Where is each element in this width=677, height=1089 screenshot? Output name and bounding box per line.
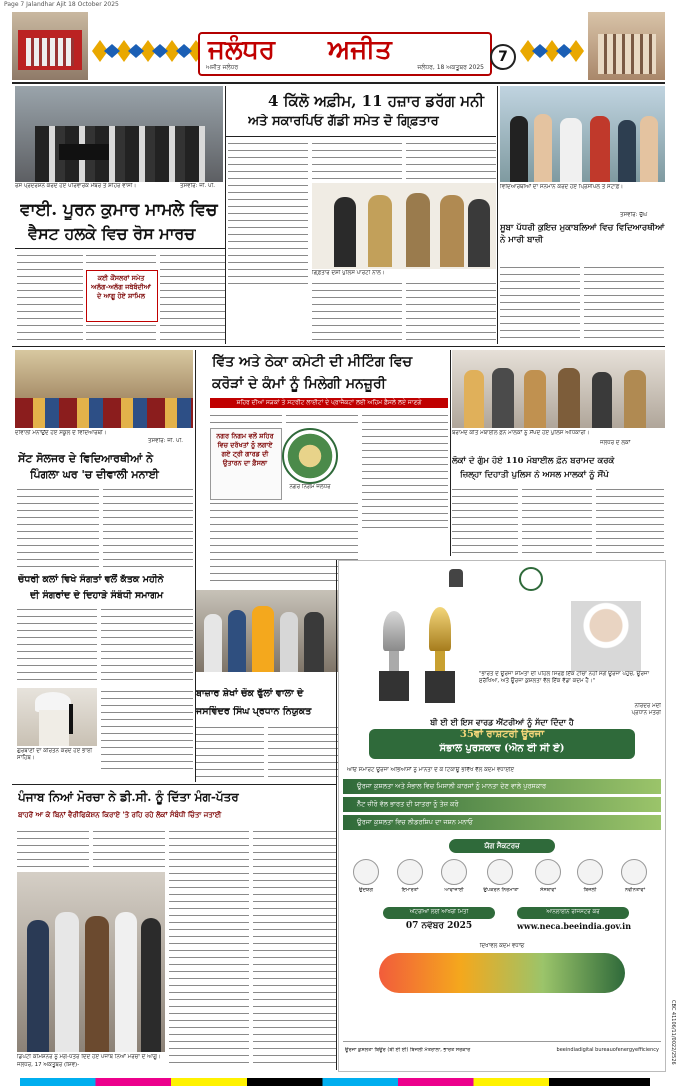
advert-footer-rule bbox=[343, 1041, 661, 1042]
puran-headline-1: ਵਾਈ. ਪੂਰਨ ਕੁਮਾਰ ਮਾਮਲੇ ਵਿਚ bbox=[20, 200, 218, 220]
chaudhri-headline-2: ਦੀ ਸੰਗਰਾਂਦ ਦੇ ਦਿਹਾੜੇ ਸੰਬੰਧੀ ਸਮਾਗਮ bbox=[30, 590, 164, 601]
cbc-code: CBC 41106/11/0022/2526 bbox=[670, 1000, 676, 1065]
crores-headline-1: ਵਿੱਤ ਅਤੇ ਠੇਕਾ ਕਮੇਟੀ ਦੀ ਮੀਟਿੰਗ ਵਿਚ bbox=[212, 354, 413, 370]
sector-appliance-icon bbox=[487, 859, 513, 885]
puran-headline-rule bbox=[15, 248, 225, 249]
trophy-left bbox=[379, 611, 409, 701]
masthead-date: ਜਲੰਧਰ, 18 ਅਕਤੂਬਰ 2025 bbox=[417, 64, 484, 71]
chaudhri-body-col-2 bbox=[101, 606, 193, 686]
col-rule-5 bbox=[336, 560, 337, 1070]
morcha-body-col-1 bbox=[17, 828, 89, 870]
mobile-body-col-1 bbox=[452, 486, 518, 554]
afeem-body-col-2b bbox=[312, 280, 402, 344]
sector-label-transport: ਆਵਾਜਾਈ bbox=[444, 887, 464, 893]
crores-body-col-1 bbox=[210, 412, 282, 424]
col-rule-2 bbox=[497, 86, 498, 344]
sector-institutions-icon bbox=[535, 859, 561, 885]
masthead-building-right bbox=[588, 12, 665, 80]
chaudhri-headline-1: ਚੌਧਰੀ ਕਲਾਂ ਵਿਖੇ ਸੰਗਤਾਂ ਵਲੋਂ ਕੱਤਕ ਮਹੀਨੇ bbox=[18, 574, 164, 585]
sector-label-appliance: ਉਪਕਰਨ ਨਿਰਮਾਤਾ bbox=[483, 887, 519, 893]
students-award-photo bbox=[500, 86, 665, 182]
trophy-right bbox=[425, 607, 455, 703]
puran-body-col-2 bbox=[86, 252, 156, 268]
steps-title: ਦਿਖਾਵਲ ਕਦਮ ਵਧਾਓ bbox=[479, 943, 525, 949]
sector-label-innovation: ਨਵੀਨਤਾਵਾਂ bbox=[624, 887, 646, 893]
print-slug: Page 7 Jalandhar Ajit 18 October 2025 bbox=[4, 1, 119, 8]
bazaar-body-col-1 bbox=[196, 724, 264, 780]
sector-label-power: ਬਿਜਲੀ bbox=[583, 887, 597, 893]
pm-portrait bbox=[571, 601, 641, 671]
sector-label-industry: ਉਦਯੋਗ bbox=[358, 887, 374, 893]
mobile-headline-1: ਲੋਕਾਂ ਦੇ ਗੁੰਮ ਹੋਏ 110 ਮੋਬਾਈਲ ਫ਼ੋਨ ਬਰਾਮਦ ਕਰਕੇ bbox=[452, 456, 615, 466]
crores-strap: ਸ਼ਹਿਰ ਦੀਆਂ ਸੜਕਾਂ ਤੇ ਸਟਰੀਟ ਲਾਈਟਾਂ ਦੇ ਪ੍ਰਾਜੈਕਟਾਂ ਲਈ ਅਹਿਮ ਫ਼ੈਸਲੇ ਲਏ ਜਾਣਗੇ bbox=[210, 398, 448, 408]
bazaar-headline-1: ਬਾਜ਼ਾਰ ਸ਼ੇਖਾਂ ਚੌਕ ਫੁੱਲਾਂ ਵਾਲਾ ਦੇ bbox=[196, 688, 304, 699]
puran-body-col-2b bbox=[86, 322, 156, 344]
sector-transport-icon bbox=[441, 859, 467, 885]
masthead-title-jalandhar: ਜਲੰਧਰ bbox=[208, 35, 276, 65]
students-body-col-2 bbox=[584, 264, 664, 344]
students-photo-credit: ਤਸਵੀਰ: ਚੁੱਘ bbox=[620, 212, 648, 218]
students-photo-caption: ਵਿਦਿਆਰਥੀਆਂ ਦਾ ਸਨਮਾਨ ਕਰਦੇ ਹੋਏ ਪ੍ਰਿੰਸੀਪਲ ਤੇ ਸਟਾਫ਼। bbox=[500, 184, 624, 190]
advert-intro: ਆਓ ਸਮਾਰਟ ਊਰਜਾ ਅਭਿਆਸਾਂ ਨੂੰ ਮਾਨਤਾ ਦੇ ਕੇ ਟਿਕਾਊ ਭਵਿੱਖ ਵੱਲ ਕਦਮ ਵਧਾਈਏ bbox=[347, 767, 515, 773]
afeem-body-col-3 bbox=[406, 140, 496, 180]
students-body-col-1 bbox=[500, 264, 580, 344]
sector-buildings-icon bbox=[397, 859, 423, 885]
morcha-body-col-3 bbox=[169, 828, 249, 1068]
afeem-body-col-1 bbox=[228, 140, 308, 288]
morcha-body-col-4 bbox=[253, 828, 337, 1068]
nagar-nigam-logo bbox=[282, 428, 338, 484]
masthead-building-left bbox=[12, 12, 88, 80]
morcha-top-rule bbox=[12, 784, 336, 785]
chaudhri-body-col-1b bbox=[101, 688, 193, 770]
afeem-headline-rule bbox=[226, 136, 496, 137]
mobile-photo-caption: ਬਰਾਮਦ ਕੀਤੇ ਮੋਬਾਈਲ ਫ਼ੋਨ ਮਾਲਕਾਂ ਨੂੰ ਸੌਂਪਦੇ ਹੋਏ ਪੁਲਿਸ ਅਧਿਕਾਰੀ। bbox=[452, 430, 590, 436]
afeem-photo-caption: ਗਿ੍ਫ਼ਤਾਰ ਦੋਸ਼ੀ ਪੁਲਿਸ ਪਾਰਟੀ ਨਾਲ। bbox=[312, 270, 385, 276]
chaudhri-photo-caption: ਗੁਰਬਾਣੀ ਦਾ ਕੀਰਤਨ ਕਰਦੇ ਹੋਏ ਭਾਈ ਸਾਹਿਬ। bbox=[17, 748, 93, 761]
sector-label-institutions: ਸੰਸਥਾਵਾਂ bbox=[540, 887, 556, 893]
crores-highlight-text: ਨਗਰ ਨਿਗਮ ਵਲੋਂ ਸ਼ਹਿਰ ਵਿਚ ਦਰੱਖਤਾਂ ਨੂੰ ਲਗਾਏ ਗਏ ਟ੍ਰੀ ਗਾਰਡ ਦੀ ਉਤਾਰਨ ਦਾ ਫ਼ੈਸਲਾ bbox=[216, 432, 274, 467]
diwali-photo bbox=[15, 350, 193, 428]
register-label: ਆਨਲਾਈਨ ਰਜਿਸਟਰ ਕਰੋ bbox=[546, 909, 600, 915]
crores-headline-2: ਕਰੋੜਾਂ ਦੇ ਕੰਮਾਂ ਨੂੰ ਮਿਲੇਗੀ ਮਨਜ਼ੂਰੀ bbox=[212, 376, 386, 392]
crores-body-col-3 bbox=[362, 412, 448, 528]
puran-body-col-1 bbox=[17, 252, 83, 344]
morcha-photo-caption: ਡਿਪਟੀ ਕਮਿਸ਼ਨਰ ਨੂੰ ਮੰਗ-ਪੱਤਰ ਦਿੰਦੇ ਹੋਏ ਪੰਜਾਬ ਨਿਆਂ ਮੋਰਚਾ ਦੇ ਆਗੂ। bbox=[17, 1054, 161, 1060]
diwali-photo-credit: ਤਸਵੀਰ: ਜੀ. ਪੀ. bbox=[148, 438, 183, 444]
mobile-photo-credit: ਜਲੰਧਰ ਦੇ ਲੋਕਾਂ bbox=[600, 440, 631, 446]
puran-highlight-text: ਕਈ ਕੌਂਸਲਰਾਂ ਸਮੇਤ ਅਲੱਗ-ਅਲੱਗ ਜਥੇਬੰਦੀਆਂ ਦੇ ਆਗੂ ਹੋਏ ਸ਼ਾਮਿਲ bbox=[91, 274, 151, 300]
morcha-body-col-2 bbox=[93, 828, 165, 870]
masthead-subtitle: ਅਜੀਤ ਜਲੰਧਰ bbox=[206, 64, 239, 71]
afeem-headline-2: ਅਤੇ ਸਕਾਰਪਿਓ ਗੱਡੀ ਸਮੇਤ ਦੋ ਗਿ੍ਫ਼ਤਾਰ bbox=[248, 114, 439, 129]
award-banner-line-2: ਸੰਭਾਲ ਪੁਰਸਕਾਰ (ਐਨ ਈ ਸੀ ਏ) bbox=[439, 743, 565, 754]
advert-bullet-1: ਊਰਜਾ ਕੁਸ਼ਲਤਾ ਅਤੇ ਸੰਭਾਲ ਵਿਚ ਮਿਸਾਲੀ ਕਾਰਜਾਂ ਨੂੰ ਮਾਨਤਾ ਦੇਣ ਵਾਲੇ ਪੁਰਸਕਾਰ bbox=[343, 779, 661, 794]
advert-social: beeindiadigital bureauofenergyefficiency bbox=[556, 1047, 659, 1053]
neca-advertisement bbox=[338, 560, 666, 1072]
invite-line: ਬੀ ਈ ਈ ਇਸ ਵਾਰਡ ਐਂਟਰੀਆਂ ਨੂੰ ਸੱਦਾ ਦਿੰਦਾ ਹੈ bbox=[430, 717, 574, 727]
afeem-headline-1: 4 ਕਿੱਲੋ ਅਫ਼ੀਮ, 11 ਹਜ਼ਾਰ ਡਰੱਗ ਮਨੀ bbox=[268, 92, 485, 110]
protest-photo bbox=[15, 86, 223, 182]
phulkari-pattern-right bbox=[514, 34, 588, 68]
row1-divider bbox=[12, 346, 665, 347]
sector-industry-icon bbox=[353, 859, 379, 885]
mobile-body-col-3 bbox=[596, 486, 664, 554]
protest-photo-caption: ਰੋਸ ਪ੍ਰਦਰਸ਼ਨ ਕਰਦੇ ਹੋਏ ਪਰਿਵਾਰਕ ਮੈਂਬਰ ਤੇ ਸ਼ਹਿਰ ਵਾਸੀ। bbox=[15, 183, 137, 189]
diwali-body-col-1 bbox=[17, 486, 99, 570]
pm-quote-role: ਪ੍ਰਧਾਨ ਮੰਤਰੀ bbox=[631, 710, 661, 716]
protest-photo-credit: ਤਸਵੀਰ: ਜੀ. ਪੀ. bbox=[180, 183, 215, 189]
bee-logo bbox=[519, 567, 543, 591]
bazaar-body-col-2 bbox=[268, 724, 338, 780]
chaudhri-kirtan-photo bbox=[17, 688, 97, 746]
col-rule-3 bbox=[195, 350, 196, 782]
advert-bullet-3: ਊਰਜਾ ਕੁਸ਼ਲਤਾ ਵਿਚ ਲੀਡਰਸ਼ਿਪ ਦਾ ਜਸ਼ਨ ਮਨਾਓ bbox=[343, 815, 661, 830]
puran-headline-2: ਵੈਸਟ ਹਲਕੇ ਵਿਚ ਰੋਸ ਮਾਰਚ bbox=[28, 224, 196, 243]
diwali-headline-1: ਸੇਂਟ ਸੋਲਜਰ ਦੇ ਵਿਦਿਆਰਥੀਆਂ ਨੇ bbox=[18, 452, 153, 465]
afeem-body-col-3b bbox=[406, 280, 496, 344]
bazaar-headline-2: ਜਸਵਿੰਦਰ ਸਿੰਘ ਪ੍ਰਧਾਨ ਨਿਯੁਕਤ bbox=[196, 706, 312, 717]
students-headline: ਸੂਬਾ ਪੱਧਰੀ ਕੁਇਜ਼ ਮੁਕਾਬਲਿਆਂ ਵਿਚ ਵਿਦਿਆਰਥੀਆਂ ਨੇ ਮਾਰੀ ਬਾਜ਼ੀ bbox=[500, 223, 665, 245]
phulkari-pattern-left bbox=[86, 34, 206, 68]
steps-row bbox=[379, 953, 625, 993]
register-website: www.neca.beeindia.gov.in bbox=[516, 921, 632, 931]
afeem-body-col-2 bbox=[312, 140, 402, 180]
mobile-headline-2: ਜ਼ਿਲ੍ਹਾ ਦਿਹਾਤੀ ਪੁਲਿਸ ਨੇ ਅਸਲ ਮਾਲਕਾਂ ਨੂੰ ਸੌਂਪੇ bbox=[460, 470, 609, 480]
sector-power-icon bbox=[577, 859, 603, 885]
bazaar-photo bbox=[196, 590, 338, 672]
col-rule-4 bbox=[450, 350, 451, 556]
mobile-handover-photo bbox=[452, 350, 665, 428]
sector-label-buildings: ਇਮਾਰਤਾਂ bbox=[401, 887, 419, 893]
diwali-body-col-2 bbox=[103, 486, 193, 570]
award-banner-line-1: 35ਵਾਂ ਰਾਸ਼ਟਰੀ ਊਰਜਾ bbox=[459, 729, 545, 740]
masthead-title-ajit: ਅਜੀਤ bbox=[328, 35, 392, 65]
diwali-photo-caption: ਦੀਵਾਲੀ ਮਨਾਉਂਦੇ ਹੋਏ ਸਕੂਲ ਦੇ ਵਿਦਿਆਰਥੀ। bbox=[15, 430, 107, 436]
page-number: 7 bbox=[490, 44, 516, 70]
pm-quote: "ਭਾਰਤ ਦੇ ਊਰਜਾ ਸ਼ਮਿਤਾ ਦੀ ਪਹਿਲ ਸਿਰਫ਼ ਇੱਕ ਟੀਚਾ ਨਹੀਂ ਸਗੋਂ ਊਰਜਾ ਪਹੁੰਚ, ਊਰਜਾ ਸੁਰੱਖਿਆ, ਅਤੇ ਊਰਜਾ ਕੁਸ਼ਲਤਾ ਵੱਲ ਇੱਕ ਵੱਡਾ ਕਦਮ ਹੈ।" bbox=[479, 671, 650, 684]
morcha-dateline: ਜਲੰਧਰ, 17 ਅਕਤੂਬਰ (ਸ਼ਿਵ)- bbox=[17, 1062, 80, 1068]
sector-innovation-icon bbox=[621, 859, 647, 885]
morcha-subhead: ਬਾਹਰੋਂ ਆ ਕੇ ਬਿਨਾਂ ਵੈਰੀਫਿਕੇਸ਼ਨ ਕਿਰਾਏ 'ਤੇ ਰਹਿ ਰਹੇ ਲੋਕਾਂ ਸੰਬੰਧੀ ਚਿੰਤਾ ਜਤਾਈ bbox=[18, 810, 222, 819]
govt-emblem bbox=[449, 569, 463, 587]
morcha-headline: ਪੰਜਾਬ ਨਿਆਂ ਮੋਰਚਾ ਨੇ ਡੀ.ਸੀ. ਨੂੰ ਦਿੱਤਾ ਮੰਗ-ਪੱਤਰ bbox=[18, 790, 239, 804]
advert-footer: ਊਰਜਾ ਕੁਸ਼ਲਤਾ ਬਿਊਰੋ (ਬੀ ਈ ਈ) ਬਿਜਲੀ ਮੰਤਰਾਲਾ, ਭਾਰਤ ਸਰਕਾਰ bbox=[345, 1047, 471, 1053]
puran-body-col-3 bbox=[160, 252, 226, 344]
col-rule-1 bbox=[225, 86, 226, 344]
advert-bullet-2: ਨੈੱਟ ਜ਼ੀਰੋ ਵੱਲ ਭਾਰਤ ਦੀ ਯਾਤਰਾ ਨੂੰ ਤੇਜ਼ ਕਰੋ bbox=[343, 797, 661, 812]
masthead-nameplate bbox=[198, 32, 492, 76]
print-color-bar bbox=[20, 1078, 650, 1086]
deadline-label: ਐਂਟਰੀਆਂ ਲਈ ਆਖਰੀ ਮਿਤੀ bbox=[409, 909, 469, 915]
mobile-body-col-2 bbox=[522, 486, 592, 554]
sectors-title: ਯੋਗ ਸੈਕਟਰਜ਼ bbox=[484, 841, 520, 850]
chaudhri-body-col-1 bbox=[17, 606, 97, 686]
masthead-divider bbox=[12, 82, 665, 84]
pm-quote-name: ਨਰਿੰਦਰ ਮੋਦੀ bbox=[634, 703, 661, 709]
deadline-date: 07 ਨਵੰਬਰ 2025 bbox=[405, 921, 473, 931]
morcha-memorandum-photo bbox=[17, 872, 165, 1052]
diwali-headline-2: ਪਿੰਗਲਾ ਘਰ 'ਚ ਦੀਵਾਲੀ ਮਨਾਈ bbox=[30, 468, 159, 481]
nagar-nigam-logo-text: ਨਗਰ ਨਿਗਮ ਜਲੰਧਰ bbox=[289, 484, 331, 490]
crores-body-col-2 bbox=[286, 412, 358, 424]
afeem-arrest-photo bbox=[312, 183, 496, 269]
